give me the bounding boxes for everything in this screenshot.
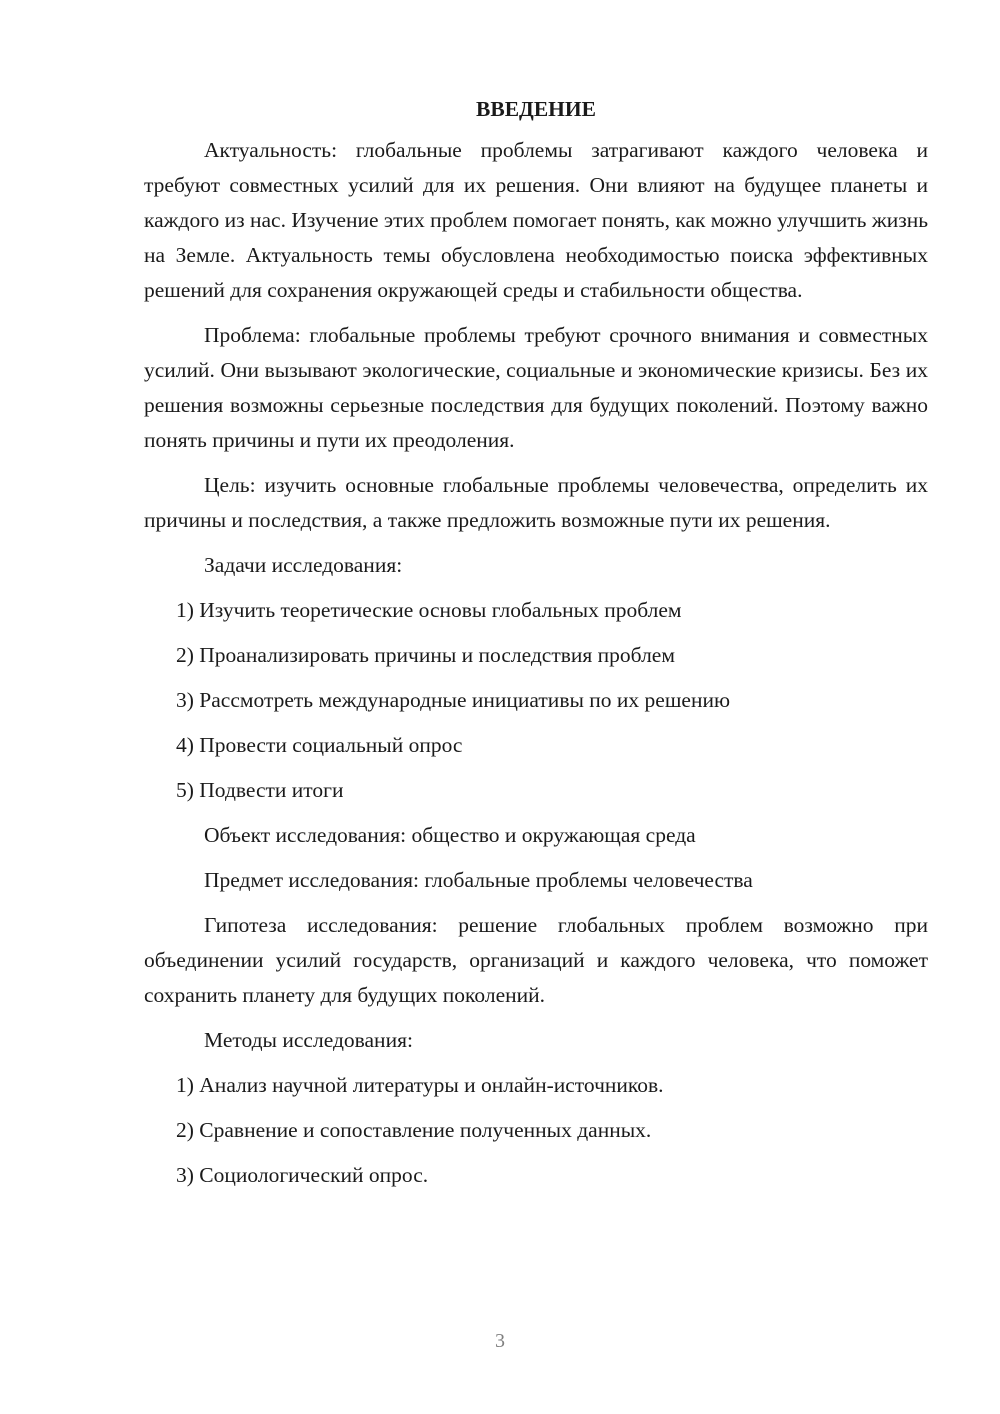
problem-paragraph: Проблема: глобальные проблемы требуют срочного внимания и совместных усилий. Они вызывают экологические, социальные и экономические кризисы. Без их решения возможны серьезные последствия для будущих поколений. Поэтому важно понять причины и пути их преодоления.: [144, 323, 928, 452]
hypothesis-paragraph: Гипотеза исследования: решение глобальных проблем возможно при объединении усилий государств, организаций и каждого человека, что поможет сохранить планету для будущих поколений.: [144, 913, 928, 1007]
tasks-list-item: 4) Провести социальный опрос: [176, 733, 463, 757]
methods-heading: Методы исследования:: [204, 1028, 413, 1052]
page-number: 3: [495, 1330, 505, 1352]
goal-paragraph: Цель: изучить основные глобальные проблемы человечества, определить их причины и последствия, а также предложить возможные пути их решения.: [144, 473, 928, 532]
tasks-list-item: 5) Подвести итоги: [176, 778, 344, 802]
page-title: ВВЕДЕНИЕ: [476, 97, 596, 121]
methods-list-item: 1) Анализ научной литературы и онлайн-источников.: [176, 1073, 664, 1097]
relevance-paragraph: Актуальность: глобальные проблемы затрагивают каждого человека и требуют совместных усилий для их решения. Они влияют на будущее планеты и каждого из нас. Изучение этих проблем помогает понять, как можно улучшить жизнь на Земле. Актуальность темы обусловлена необходимостью поиска эффективных решений для сохранения окружающей среды и стабильности общества.: [144, 138, 929, 302]
methods-list-item: 3) Социологический опрос.: [176, 1163, 429, 1187]
tasks-list-item: 1) Изучить теоретические основы глобальных проблем: [176, 598, 682, 622]
document-page: [144, 92, 928, 1203]
tasks-list-item: 3) Рассмотреть международные инициативы по их решению: [176, 688, 731, 712]
tasks-list-item: 2) Проанализировать причины и последствия проблем: [176, 643, 675, 667]
research-subject: Предмет исследования: глобальные проблемы человечества: [204, 868, 753, 892]
methods-list-item: 2) Сравнение и сопоставление полученных данных.: [176, 1118, 652, 1142]
tasks-heading: Задачи исследования:: [204, 553, 403, 577]
research-object: Объект исследования: общество и окружающая среда: [204, 823, 696, 847]
